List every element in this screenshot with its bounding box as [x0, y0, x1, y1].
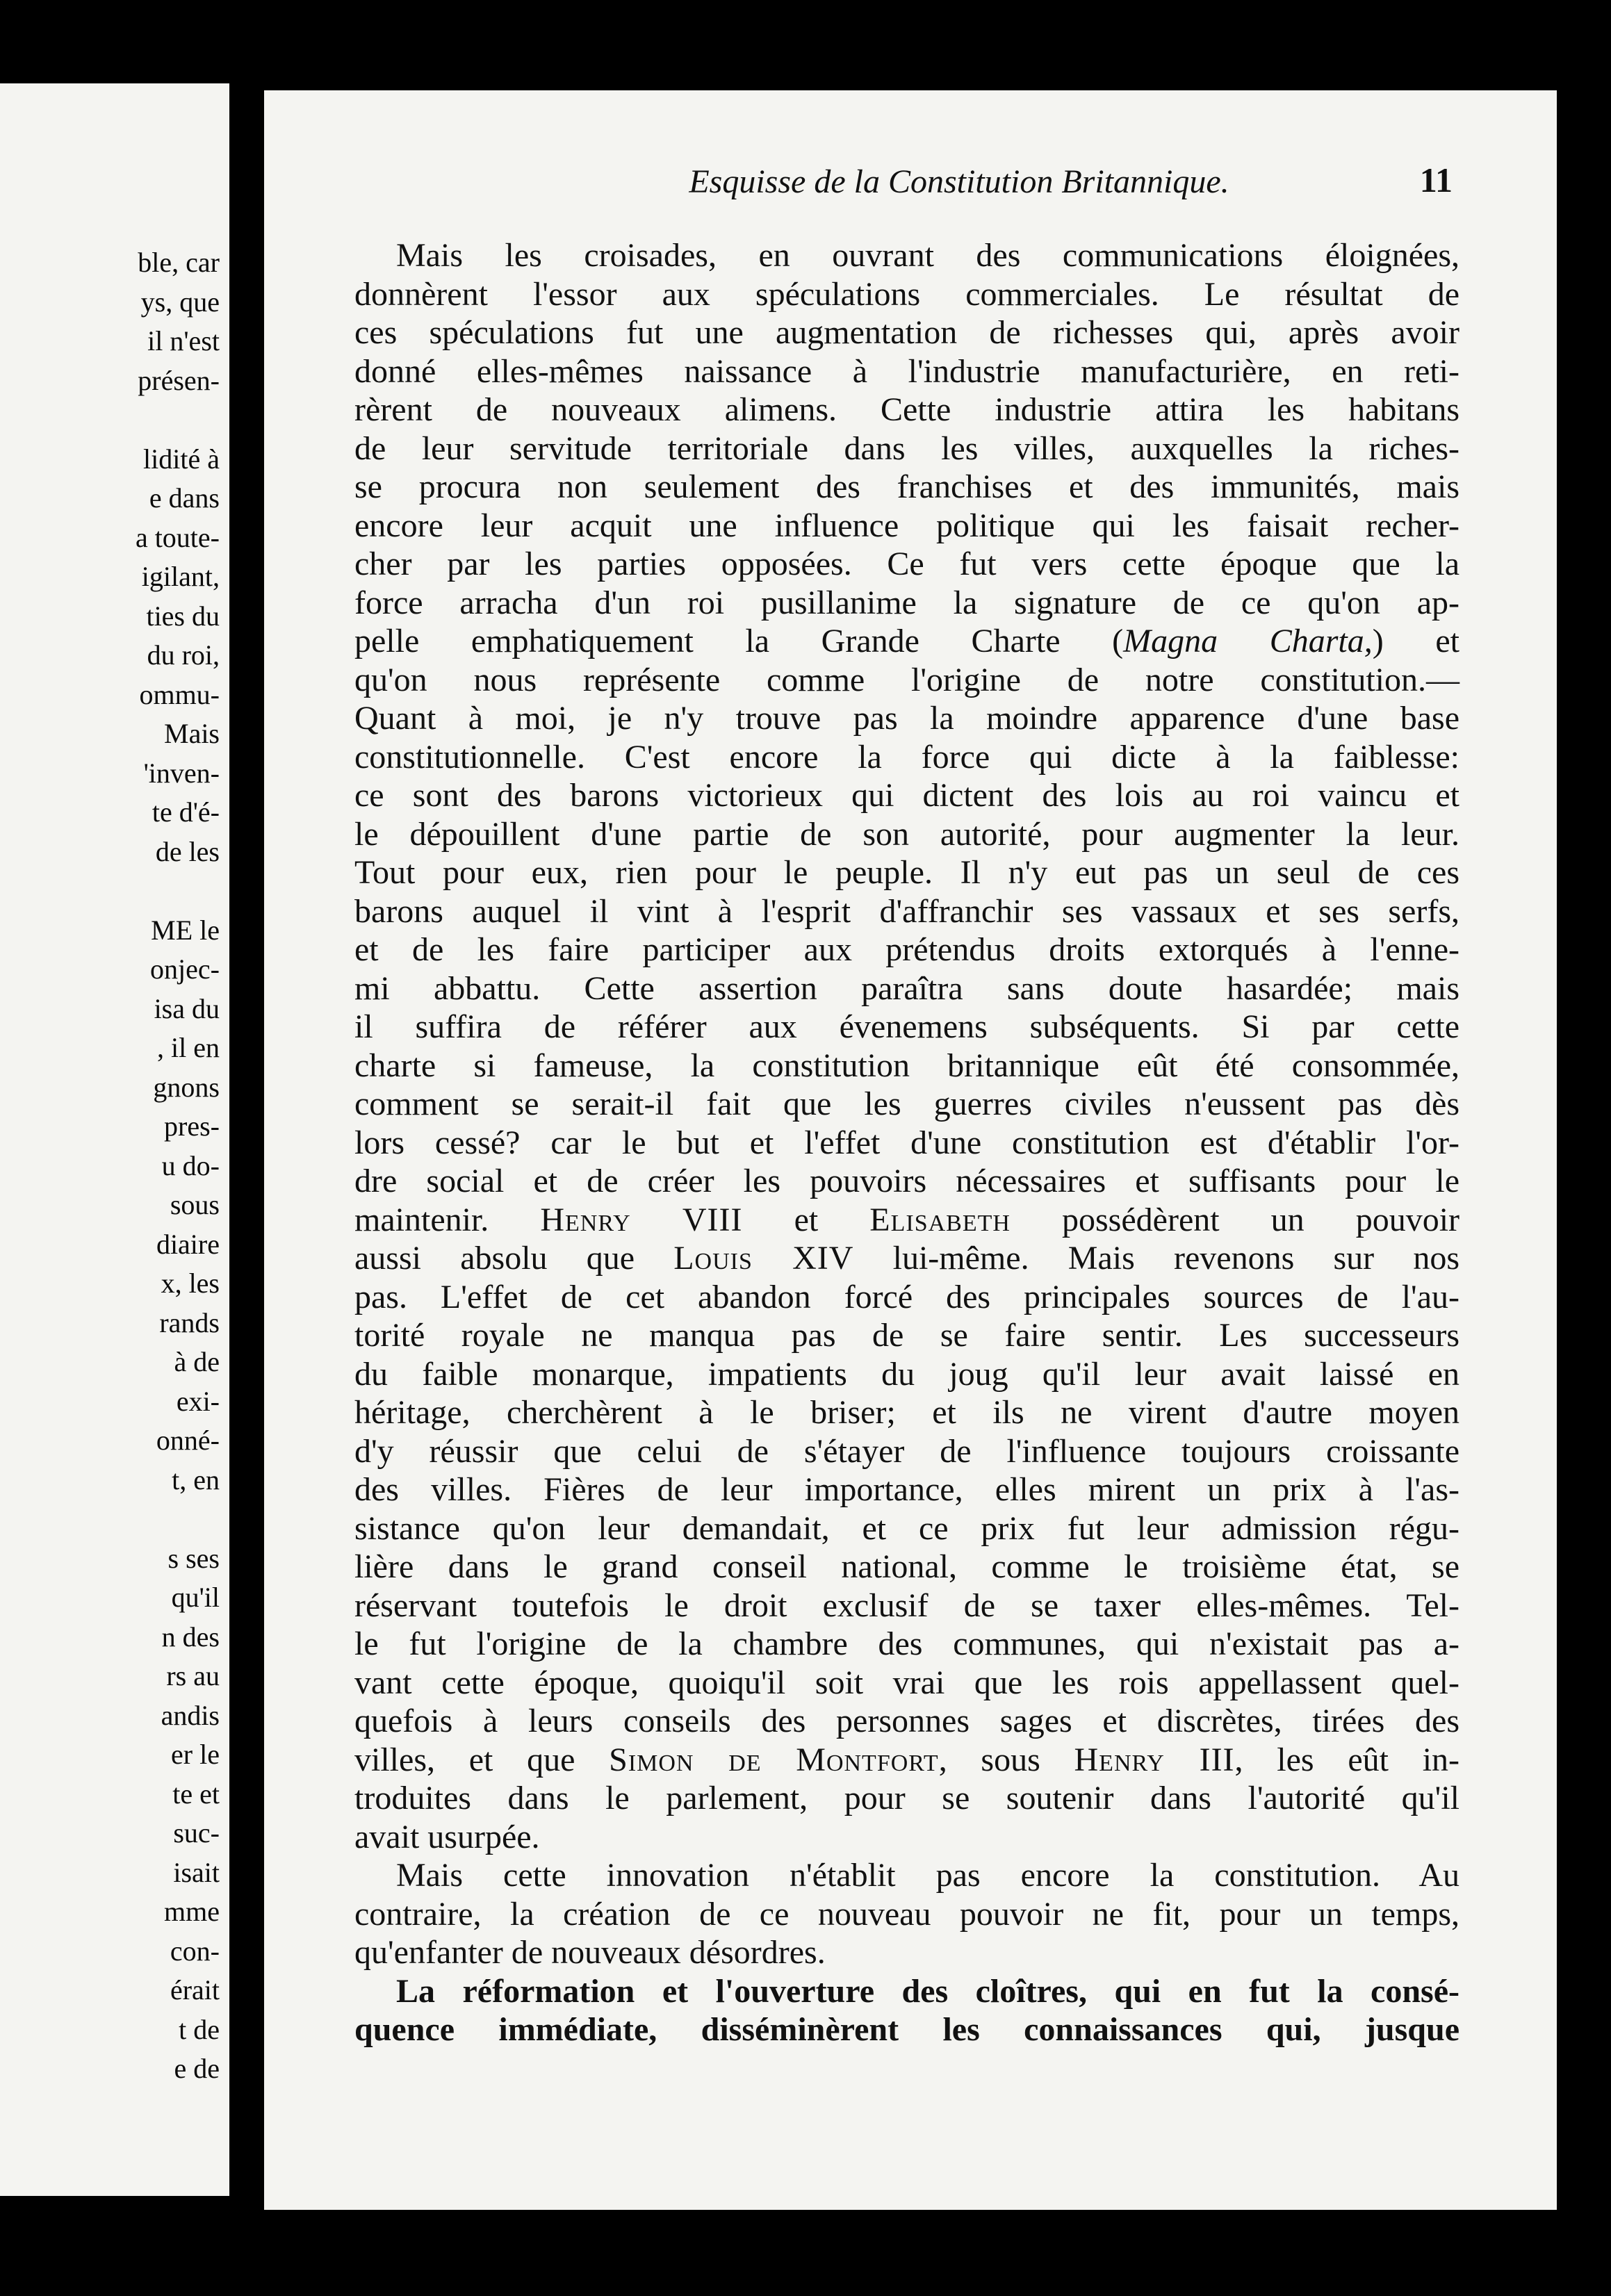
- text-run: aussi absolu que: [354, 1240, 674, 1277]
- small-caps-name: Simon de Montfort: [609, 1741, 939, 1778]
- small-caps-name: Henry VIII: [540, 1201, 743, 1238]
- text-run: et: [742, 1201, 870, 1238]
- left-line: con-: [170, 1935, 220, 1967]
- left-facing-page: [0, 83, 229, 2196]
- left-line: exi-: [176, 1385, 220, 1417]
- text-line-magna-charta: [354, 622, 1459, 661]
- text-line: torité royale ne manqua pas de se faire sentir. Les successeurs: [354, 1317, 1459, 1354]
- left-line: u do-: [161, 1149, 220, 1181]
- left-line: suc-: [173, 1817, 220, 1848]
- text-line: vant cette époque, quoiqu'il soit vrai que les rois appellassent quel-: [354, 1664, 1459, 1701]
- left-line: ys, que: [140, 286, 220, 318]
- left-line: , il en: [157, 1032, 220, 1063]
- text-line: avait usurpée.: [354, 1818, 540, 1855]
- left-line: onjec-: [150, 953, 220, 985]
- left-line: onné-: [156, 1425, 220, 1456]
- text-line: lière dans le grand conseil national, comme le troisième état, se: [354, 1548, 1459, 1585]
- left-line: mme: [164, 1896, 220, 1927]
- text-line: quefois à leurs conseils des personnes sages et discrètes, tirées des: [354, 1703, 1459, 1739]
- left-line: ble, car: [138, 247, 220, 278]
- left-line: présen-: [138, 364, 220, 396]
- left-line: e dans: [149, 482, 220, 514]
- left-line: ME le: [151, 914, 220, 946]
- left-line: [0, 1500, 220, 1539]
- text-run: possédèrent un pouvoir: [1010, 1201, 1460, 1238]
- left-line: rands: [159, 1306, 220, 1338]
- text-line: qu'on nous représente comme l'origine de notre constitution.—: [354, 661, 1459, 698]
- left-line: il n'est: [147, 325, 220, 356]
- text-line: sistance qu'on leur demandait, et ce prix fut leur admission régu-: [354, 1509, 1459, 1547]
- italic-phrase: Magna Charta,: [1123, 623, 1373, 659]
- text-line: Quant à moi, je n'y trouve pas la moindre apparence d'une base: [354, 700, 1459, 737]
- left-line: n des: [161, 1621, 220, 1653]
- page-body: [354, 236, 1459, 2049]
- left-line: t de: [179, 2013, 220, 2045]
- text-line: ces spéculations fut une augmentation de richesses qui, après avoir: [354, 314, 1459, 351]
- book-gutter: [229, 0, 264, 2296]
- text-line: Mais cette innovation n'établit pas encore la constitution. Au: [396, 1857, 1459, 1894]
- text-line: barons auquel il vint à l'esprit d'affranchir ses vassaux et ses serfs,: [354, 892, 1459, 930]
- text-line: des villes. Fières de leur importance, elles mirent un prix à l'as-: [354, 1471, 1459, 1508]
- text-line: force arracha d'un roi pusillanime la signature de ce qu'on ap-: [354, 584, 1459, 621]
- text-line: lors cessé? car le but et l'effet d'une constitution est d'établir l'or-: [354, 1124, 1459, 1161]
- text-line: le fut l'origine de la chambre des communes, qui n'existait pas a-: [354, 1625, 1459, 1662]
- text-run: lui-même. Mais revenons sur nos: [853, 1240, 1459, 1277]
- text-line: La réformation et l'ouverture des cloîtres, qui en fut la consé-: [396, 1972, 1459, 2010]
- text-line-henry-elisabeth: [354, 1201, 1459, 1240]
- left-line: ommu-: [139, 678, 220, 710]
- text-line: il suffira de référer aux évenemens subséquents. Si par cette: [354, 1008, 1459, 1045]
- left-line: ties du: [146, 600, 220, 632]
- left-line: lidité à: [143, 443, 220, 475]
- right-page: [264, 90, 1557, 2210]
- left-line: à de: [174, 1346, 220, 1377]
- small-caps-name: Louis XIV: [673, 1240, 854, 1277]
- left-page-text: [0, 243, 220, 2089]
- left-line: [0, 400, 220, 440]
- text-run: ) et: [1372, 623, 1460, 659]
- text-line: rèrent de nouveaux alimens. Cette industrie attira les habitans: [354, 391, 1459, 428]
- left-line: te et: [172, 1778, 220, 1810]
- text-line: donné elles-mêmes naissance à l'industrie manufacturière, en reti-: [354, 352, 1459, 390]
- text-line: mi abbattu. Cette assertion paraîtra sans doute hasardée; mais: [354, 969, 1459, 1007]
- text-run: , sous: [938, 1741, 1074, 1778]
- left-line: isait: [173, 1856, 220, 1888]
- text-line: comment se serait-il fait que les guerres civiles n'eussent pas dès: [354, 1085, 1459, 1122]
- page-number: 11: [1419, 161, 1453, 199]
- text-line: Tout pour eux, rien pour le peuple. Il n'y eut pas un seul de ces: [354, 854, 1459, 891]
- left-line: igilant,: [141, 561, 220, 592]
- left-line: s ses: [167, 1542, 220, 1574]
- left-line: du roi,: [147, 639, 220, 671]
- left-line: a toute-: [135, 521, 220, 553]
- text-line: et de les faire participer aux prétendus droits extorqués à l'enne-: [354, 931, 1459, 968]
- text-line: du faible monarque, impatients du joug qu'il leur avait laissé en: [354, 1355, 1459, 1393]
- left-line: isa du: [154, 992, 220, 1024]
- text-line: se procura non seulement des franchises et des immunités, mais: [354, 468, 1459, 505]
- text-line: Mais les croisades, en ouvrant des communications éloignées,: [396, 237, 1459, 274]
- left-line: diaire: [156, 1228, 220, 1260]
- text-line: réservant toutefois le droit exclusif de se taxer elles-mêmes. Tel-: [354, 1586, 1459, 1624]
- text-line: cher par les parties opposées. Ce fut vers cette époque que la: [354, 546, 1459, 582]
- text-line-simon: [354, 1741, 1459, 1780]
- text-line: troduites dans le parlement, pour se soutenir dans l'autorité qu'il: [354, 1780, 1459, 1817]
- left-line: x, les: [161, 1268, 220, 1299]
- left-line: érait: [170, 1974, 220, 2006]
- left-line: [0, 871, 220, 911]
- running-title: Esquisse de la Constitution Britannique.: [689, 163, 1229, 200]
- text-line: pas. L'effet de cet abandon forcé des principales sources de l'au-: [354, 1278, 1459, 1315]
- left-line: 'inven-: [143, 757, 220, 789]
- text-line: dre social et de créer les pouvoirs nécessaires et suffisants pour le: [354, 1163, 1459, 1199]
- text-line: de leur servitude territoriale dans les villes, auxquelles la riches-: [354, 429, 1459, 467]
- text-line-louis: [354, 1239, 1459, 1278]
- left-line: sous: [170, 1189, 220, 1220]
- text-line: charte si fameuse, la constitution britannique eût été consommée,: [354, 1047, 1459, 1084]
- left-line: gnons: [153, 1071, 220, 1103]
- left-line: qu'il: [171, 1582, 220, 1613]
- left-line: Mais: [164, 718, 220, 749]
- left-line: andis: [161, 1699, 220, 1731]
- left-line: pres-: [164, 1110, 220, 1142]
- text-line: d'y réussir que celui de s'étayer de l'influence toujours croissante: [354, 1432, 1459, 1470]
- text-run: pelle emphatiquement la Grande Charte (: [354, 623, 1124, 659]
- left-line: de les: [155, 835, 220, 867]
- left-line: rs au: [166, 1660, 220, 1691]
- text-line: ce sont des barons victorieux qui dictent des lois au roi vaincu et: [354, 777, 1459, 814]
- text-run: maintenir.: [354, 1201, 541, 1238]
- text-line: héritage, cherchèrent à le briser; et ils ne virent d'autre moyen: [354, 1394, 1459, 1431]
- text-line: contraire, la création de ce nouveau pouvoir ne fit, pour un temps,: [354, 1895, 1459, 1933]
- small-caps-name: Elisabeth: [869, 1201, 1011, 1238]
- left-line: e de: [174, 2053, 220, 2084]
- text-run: , les eût in-: [1234, 1741, 1460, 1778]
- left-line: te d'é-: [152, 796, 220, 828]
- text-line: donnèrent l'essor aux spéculations commerciales. Le résultat de: [354, 275, 1459, 313]
- text-line: quence immédiate, disséminèrent les connaissances qui, jusque: [354, 2011, 1459, 2048]
- text-line: le dépouillent d'une partie de son autorité, pour augmenter la leur.: [354, 815, 1459, 853]
- text-line: constitutionnelle. C'est encore la force qui dicte à la faiblesse:: [354, 738, 1459, 776]
- left-line: t, en: [172, 1463, 220, 1495]
- left-line: er le: [171, 1739, 220, 1770]
- text-line: encore leur acquit une influence politique qui les faisait recher-: [354, 507, 1459, 544]
- text-run: villes, et que: [354, 1741, 610, 1778]
- text-line: qu'enfanter de nouveaux désordres.: [354, 1934, 826, 1971]
- small-caps-name: Henry III: [1074, 1741, 1235, 1778]
